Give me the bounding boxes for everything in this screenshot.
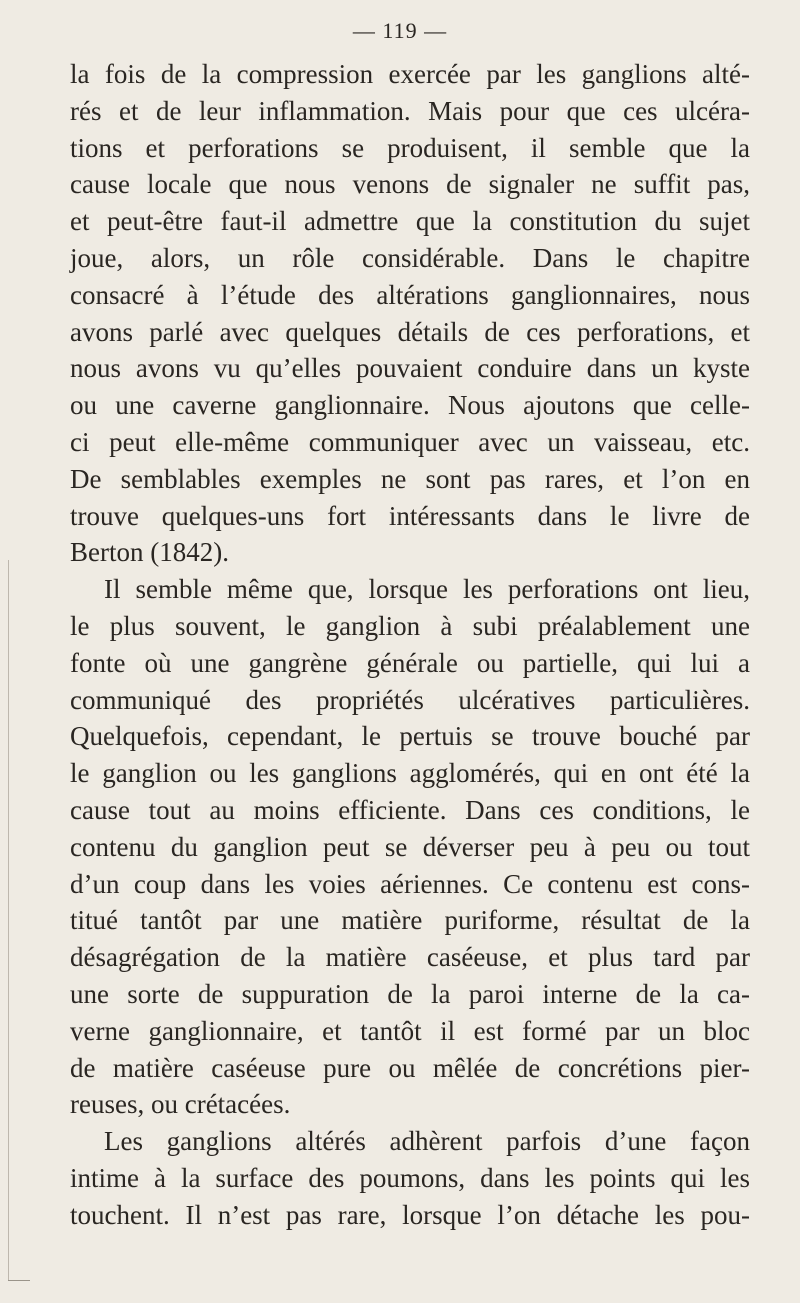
text-line: de matière caséeuse pure ou mêlée de concrétions pier- [70, 1052, 750, 1083]
text-line: verne ganglionnaire, et tantôt il est formé par un bloc [70, 1015, 750, 1046]
text-line: ou une caverne ganglionnaire. Nous ajoutons que celle- [70, 390, 750, 421]
text-line: communiqué des propriétés ulcératives particulières. [70, 684, 750, 715]
text-line: contenu du ganglion peut se déverser peu à peu ou tout [70, 831, 750, 862]
body-text [70, 56, 750, 1234]
text-line: titué tantôt par une matière puriforme, résultat de la [70, 905, 750, 936]
text-line: la fois de la compression exercée par les ganglions alté- [70, 59, 750, 89]
text-line: nous avons vu qu’elles pouvaient conduire dans un kyste [70, 353, 750, 384]
text-line: cause tout au moins efficiente. Dans ces conditions, le [70, 794, 750, 825]
text-line: et peut-être faut-il admettre que la constitution du sujet [70, 206, 750, 237]
page-corner-line [8, 1280, 30, 1281]
text-line: d’un coup dans les voies aériennes. Ce contenu est cons- [70, 868, 750, 899]
text-line: De semblables exemples ne sont pas rares, et l’on en [70, 463, 750, 494]
text-line: fonte où une gangrène générale ou partielle, qui lui a [70, 647, 750, 678]
text-line: Il semble même que, lorsque les perforations ont lieu, [104, 574, 750, 605]
text-line: tions et perforations se produisent, il semble que la [70, 132, 750, 163]
text-line: intime à la surface des poumons, dans les points qui les [70, 1162, 750, 1193]
text-line: Les ganglions altérés adhèrent parfois d’une façon [104, 1126, 750, 1157]
text-line: avons parlé avec quelques détails de ces perforations, et [70, 316, 750, 347]
page-edge-line [8, 560, 9, 1280]
text-line: reuses, ou crétacées. [70, 1089, 291, 1120]
text-line: Berton (1842). [70, 537, 229, 568]
text-line: joue, alors, un rôle considérable. Dans le chapitre [70, 242, 750, 273]
text-line: désagrégation de la matière caséeuse, et plus tard par [70, 942, 750, 973]
page-number: — 119 — [352, 18, 448, 43]
text-line: ci peut elle-même communiquer avec un vaisseau, etc. [70, 426, 750, 457]
text-line: consacré à l’étude des altérations ganglionnaires, nous [70, 279, 750, 310]
text-line: le ganglion ou les ganglions agglomérés, qui en ont été la [70, 758, 750, 789]
text-line: cause locale que nous venons de signaler ne suffit pas, [70, 169, 750, 200]
text-line: le plus souvent, le ganglion à subi préalablement une [70, 610, 750, 641]
text-line: une sorte de suppuration de la paroi interne de la ca- [70, 978, 750, 1009]
text-line: Quelquefois, cependant, le pertuis se trouve bouché par [70, 721, 750, 752]
text-line: touchent. Il n’est pas rare, lorsque l’on détache les pou- [70, 1199, 750, 1230]
text-line: rés et de leur inflammation. Mais pour que ces ulcéra- [70, 95, 750, 126]
text-line: trouve quelques-uns fort intéressants dans le livre de [70, 500, 750, 531]
